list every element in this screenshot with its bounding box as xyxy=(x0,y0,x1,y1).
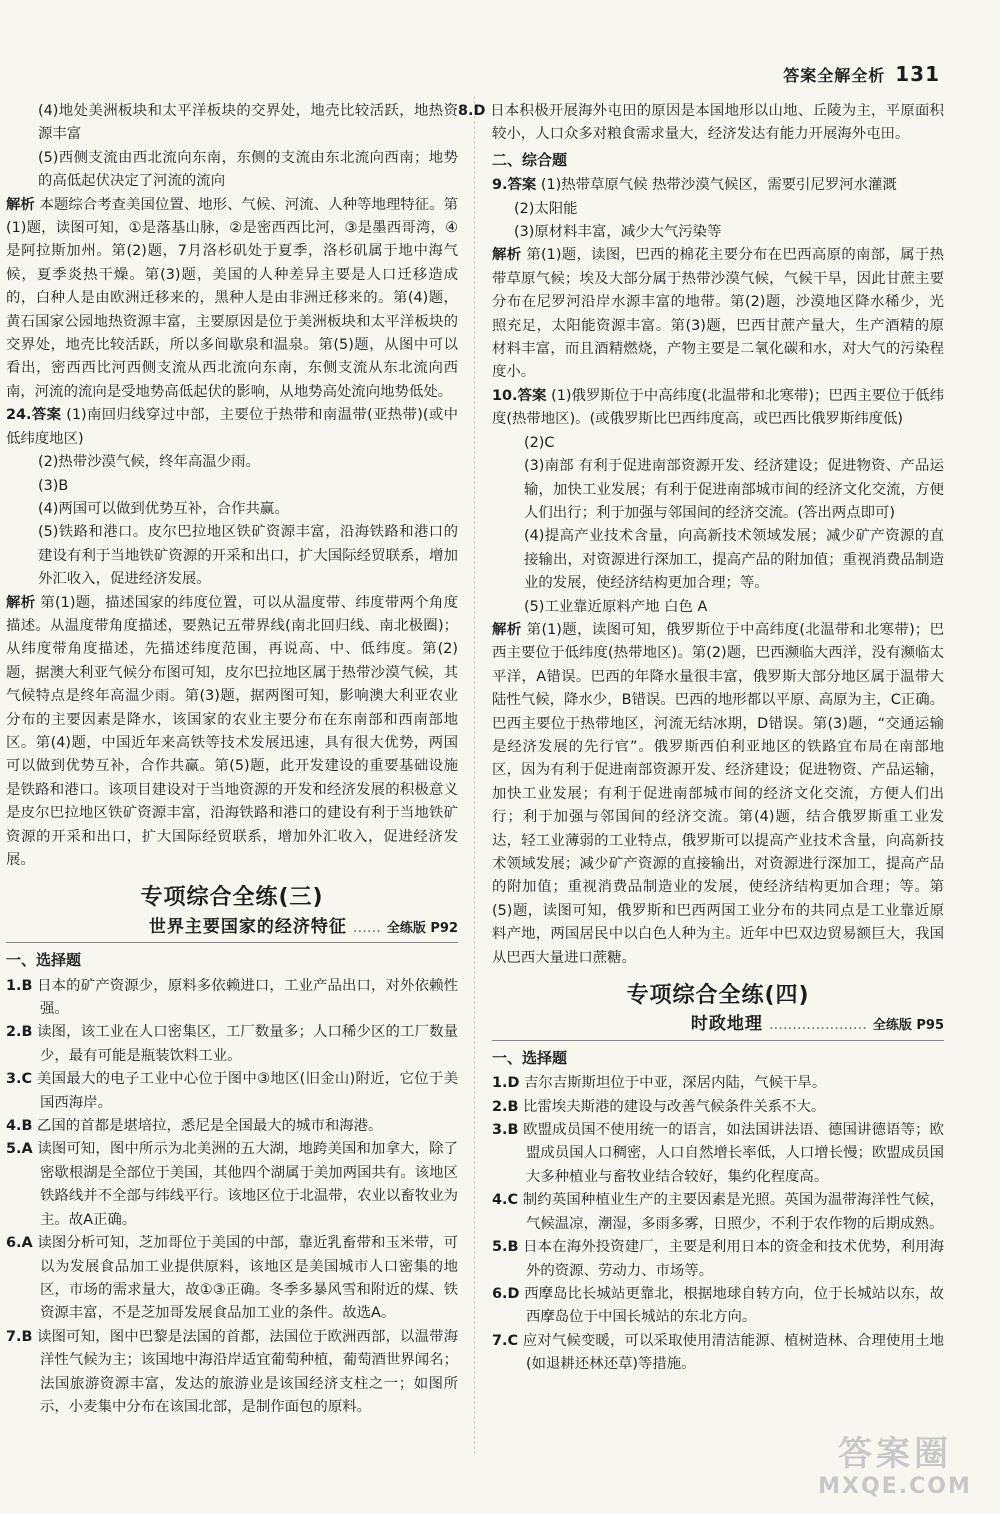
section-heading-choice: 一、选择题 xyxy=(492,1048,568,1067)
answer-paragraph xyxy=(492,174,944,197)
answer-label: 7.B xyxy=(6,1328,33,1345)
answer-paragraph xyxy=(6,147,458,194)
answer-text: (1)俄罗斯位于中高纬度(北温带和北寒带)；巴西主要位于低纬度(热带地区)。(或俄罗斯比巴西纬度高，或巴西比俄罗斯纬度低) xyxy=(492,387,944,428)
watermark-logo xyxy=(810,1434,980,1506)
question-item xyxy=(6,1021,458,1068)
answer-text: (5)铁路和港口。皮尔巴拉地区铁矿资源丰富，沿海铁路和港口的建设有利于当地铁矿资源的开采和出口，扩大国际经贸联系，增加外汇收入，促进经济发展。 xyxy=(38,524,458,588)
answer-text: 比雷埃夫斯港的建设与改善气候条件关系不大。 xyxy=(518,1098,826,1115)
answer-label: 5.B xyxy=(492,1239,519,1256)
answer-text: (2)太阳能 xyxy=(514,200,578,217)
answer-label: 4.C xyxy=(492,1192,519,1209)
subtitle-dots: ………………… xyxy=(768,1017,867,1034)
answer-text: 美国最大的电子工业中心位于图中③地区(旧金山)附近，它位于美国西海岸。 xyxy=(32,1071,458,1111)
answer-label: 2.B xyxy=(6,1024,33,1041)
answer-paragraph xyxy=(6,521,458,591)
answer-label: 3.B xyxy=(492,1122,519,1139)
answer-label: 8.D xyxy=(458,103,486,119)
answer-paragraph xyxy=(6,451,458,474)
answer-text: 读图分析可知，芝加哥位于美国的中部，靠近乳畜带和玉米带，可以为发展食品加工业提供原料，该地区是美国城市人口密集的地区，市场的需求量大，故①③正确。冬季多暴风雪和附近的煤、铁资源丰富，不是芝加哥发展食品加工业的条件。故选A。 xyxy=(32,1235,458,1322)
answer-text: (2)热带沙漠气候，终年高温少雨。 xyxy=(38,454,260,471)
answer-label: 10.答案 xyxy=(492,387,547,404)
question-item xyxy=(6,1232,458,1326)
question-item xyxy=(6,1115,458,1138)
question-item xyxy=(492,1283,944,1330)
answer-text: 应对气候变暖，可以采取使用清洁能源、植树造林、合理使用土地(如退耕还林还草)等措施。 xyxy=(518,1332,944,1373)
question-item xyxy=(492,1072,944,1095)
answer-label: 7.C xyxy=(492,1332,519,1349)
question-item xyxy=(492,1236,944,1283)
answer-label: 6.D xyxy=(492,1285,520,1302)
answer-text: 制约英国种植业生产的主要因素是光照。英国为温带海洋性气候，气候温凉，潮湿，多雨多雾，日照少，不利于农作物的后期成熟。 xyxy=(518,1192,944,1232)
answer-label: 解析 xyxy=(6,196,35,213)
answer-text: 读图，该工业在人口密集区，工厂数量多；人口稀少区的工厂数量少，最有可能是瓶装饮料工业。 xyxy=(32,1024,458,1064)
answer-text: 第(1)题，读图，巴西的棉花主要分布在巴西高原的南部，属于热带草原气候；埃及大部分属于热带沙漠气候，气候干旱，因此甘蔗主要分布在尼罗河沿岸水源丰富的地带。第(2)题，沙漠地区降水稀少，光照充足，太阳能资源丰富。第(3)题，巴西甘蔗产量大，生产酒精的原材料丰富，而且酒精燃烧，产物主要是二氧化碳和水，对大气的污染程度小。 xyxy=(492,247,944,381)
answer-text: (1)热带草原气候 热带沙漠气候区，需要引尼罗河水灌溉 xyxy=(536,177,897,194)
answer-label: 2.B xyxy=(492,1098,519,1115)
answer-label: 4.B xyxy=(6,1118,33,1135)
answer-paragraph xyxy=(6,592,458,873)
right-questions xyxy=(492,1072,944,1376)
answer-label: 解析 xyxy=(492,247,522,264)
answer-text: (3)原材料丰富，减少大气污染等 xyxy=(514,224,722,241)
answer-paragraph xyxy=(492,432,944,455)
section-subtitle-3 xyxy=(6,916,458,943)
watermark-url: MXQE.COM xyxy=(818,1474,972,1499)
answer-text: 西摩岛比长城站更靠北，根据地球自转方向，位于长城站以东，故西摩岛位于中国长城站的东北方向。 xyxy=(519,1285,944,1326)
answer-text: (3)南部 有利于促进南部资源开发、经济建设；促进物资、产品运输，加快工业发展；有利于促进南部城市间的经济文化交流，方便人们出行；利于加强与邻国间的经济交流。(答出两点即可) xyxy=(524,458,944,521)
question-item xyxy=(492,1096,944,1119)
answer-text: 读图可知，图中所示为北美洲的五大湖，地跨美国和加拿大，除了密歇根湖是全部位于美国，其他四个湖属于美加两国共有。该地区铁路线并不全部与纬线平行。该地区位于北温带，农业以畜牧业为主。故A正确。 xyxy=(32,1141,458,1228)
answer-text: 本题综合考查美国位置、地形、气候、河流、人种等地理特征。第(1)题，读图可知，①是落基山脉，②是密西西比河，③是墨西哥湾，④是阿拉斯加州。第(2)题，7月洛杉矶处于夏季，洛杉矶属于地中海气候，夏季炎热干燥。第(3)题，美国的人种差异主要是人口迁移造成的，白种人是由欧洲迁移来的，黑种人是由非洲迁移来的。第(4)题，黄石国家公园地热资源丰富，主要原因是位于美洲板块和太平洋板块的交界处，地壳比较活跃，所以多间歇泉和温泉。第(5)题，从图中可以看出，密西西比河西侧支流从西北流向东南，东侧支流从东北流向西南，河流的流向是受地势高低起伏的影响，从地势高处流向地势低处。 xyxy=(6,196,458,400)
answer-paragraph xyxy=(6,404,458,451)
answer-label: 解析 xyxy=(492,621,522,638)
answer-paragraph xyxy=(6,100,458,147)
question-item xyxy=(492,1119,944,1189)
answer-label: 9.答案 xyxy=(492,177,537,194)
answer-text: 第(1)题，读图可知，俄罗斯位于中高纬度(北温带和北寒带)；巴西主要位于低纬度(热带地区)。第(2)题，巴西濒临大西洋，没有濒临太平洋，A错误。巴西的年降水量很丰富，俄罗斯大部分地区属于温带大陆性气候，降水少，B错误。巴西的地形都以平原、高原为主，C正确。巴西主要位于热带地区，河流无结冰期，D错误。第(3)题，“交通运输是经济发展的先行官”。俄罗斯西伯利亚地区的铁路宜布局在南部地区，因为有利于促进南部资源开发、经济建设；促进物资、产品运输，加快工业发展；有利于促进南部城市间的经济文化交流，方便人们出行；利于加强与邻国间的经济交流。第(4)题，结合俄罗斯重工业发达，轻工业薄弱的工业特点，俄罗斯可以提高产业技术含量，向高新技术领域发展；减少矿产资源的直接输出，对资源进行深加工，提高产品的附加值；重视消费品制造业的发展，使经济结构更加合理；等。第(5)题，读图可知，俄罗斯和巴西两国工业分布的共同点是工业靠近原料产地，两国居民中以白色人种为主。近年中巴双边贸易额巨大，我国从巴西大量进口蔗糖。 xyxy=(492,621,944,966)
column-divider xyxy=(474,96,475,1454)
answer-text: (3)B xyxy=(38,477,69,494)
answer-text: 吉尔吉斯斯坦位于中亚，深居内陆，气候干旱。 xyxy=(519,1075,827,1092)
answer-label: 5.A xyxy=(6,1141,33,1158)
left-questions xyxy=(6,975,458,1420)
subtitle-dots: …… xyxy=(352,919,381,936)
page-number: 131 xyxy=(895,62,940,86)
question-item xyxy=(6,1138,458,1232)
section-title-4: 专项综合全练(四) xyxy=(626,983,810,1009)
answer-paragraph xyxy=(492,221,944,244)
answer-paragraph xyxy=(492,385,944,432)
left-top-answers xyxy=(6,100,458,872)
answer-text: 乙国的首都是堪培拉，悉尼是全国最大的城市和海港。 xyxy=(32,1118,383,1135)
right-comprehensive-answers xyxy=(492,174,944,970)
answer-paragraph xyxy=(6,475,458,498)
answer-text: 日本在海外投资建厂，主要是利用日本的资金和技术优势，利用海外的资源、劳动力、市场等。 xyxy=(518,1239,944,1279)
question-item xyxy=(6,1326,458,1420)
answer-label: 1.B xyxy=(6,977,33,994)
answer-paragraph xyxy=(492,596,944,619)
answer-paragraph xyxy=(6,498,458,521)
answer-paragraph xyxy=(6,194,458,405)
header-title: 答案全解全析 xyxy=(783,66,886,85)
question-item xyxy=(6,1068,458,1115)
answer-paragraph xyxy=(492,198,944,221)
answer-text: (4)地处美洲板块和太平洋板块的交界处，地壳比较活跃，地热资源丰富 xyxy=(38,103,458,143)
answer-text: (4)提高产业技术含量，向高新技术领域发展；减少矿产资源的直接输出，对资源进行深加工，提高产品的附加值；重视消费品制造业的发展，使经济结构更加合理；等。 xyxy=(524,528,944,592)
answer-label: 3.C xyxy=(6,1071,33,1088)
answer-label: 1.D xyxy=(492,1075,520,1092)
subtitle-page-ref: 全练版 P92 xyxy=(386,920,458,936)
section-heading-comprehensive: 二、综合题 xyxy=(492,150,568,169)
question-8 xyxy=(458,100,944,147)
answer-text: (5)西侧支流由西北流向东南，东侧的支流由东北流向西南；地势的高低起伏决定了河流的流向 xyxy=(38,149,458,190)
answer-label: 24.答案 xyxy=(6,407,62,424)
left-column xyxy=(6,100,458,1419)
answer-paragraph xyxy=(492,619,944,970)
watermark-text: 答案圈 xyxy=(838,1434,952,1474)
answer-text: 日本积极开展海外屯田的原因是本国地形以山地、丘陵为主，平原面积较小，人口众多对粮食需求量大，经济发达有能力开展海外屯田。 xyxy=(485,103,944,143)
answer-text: (2)C xyxy=(524,434,555,451)
answer-text: 第(1)题，描述国家的纬度位置，可以从温度带、纬度带两个角度描述。从温度带角度描述，要熟记五带界线(南北回归线、南北极圈)；从纬度带角度描述，先描述纬度范围，再说高、中、低纬度。第(2)题，据澳大利亚气候分布图可知，皮尔巴拉地区属于热带沙漠气候，其气候特点是终年高温少雨。第(3)题，据两图可知，影响澳大利亚农业分布的主要因素是降水，该国家的农业主要分布在东南部和西南部地区。第(4)题，中国近年来高铁等技术发展迅速，具有很大优势，两国可以做到优势互补，合作共赢。第(5)题，此开发建设的重要基础设施是铁路和港口。该项目建设对于当地资源的开发和经济发展的积极意义是皮尔巴拉地区铁矿资源丰富，沿海铁路和港口的建设有利于当地铁矿资源的开采和出口，扩大国际经贸联系，增加外汇收入，促进经济发展。 xyxy=(6,594,458,868)
answer-text: (4)两国可以做到优势互补，合作共赢。 xyxy=(38,500,289,517)
subtitle-page-ref: 全练版 P95 xyxy=(872,1018,944,1034)
answer-paragraph xyxy=(492,455,944,525)
answer-text: (5)工业靠近原料产地 白色 A xyxy=(524,598,708,615)
section-title-3: 专项综合全练(三) xyxy=(140,885,324,911)
right-column xyxy=(458,100,944,1377)
answer-text: 欧盟成员国不使用统一的语言，如法国讲法语、德国讲德语等；欧盟成员国人口稠密，人口自然增长率低，人口增长慢；欧盟成员国大多种植业与畜牧业结合较好，集约化程度高。 xyxy=(518,1122,944,1185)
question-item xyxy=(6,975,458,1022)
answer-text: 读图可知，图中巴黎是法国的首都，法国位于欧洲西部，以温带海洋性气候为主；该国地中海沿岸适宜葡萄种植，葡萄酒世界闻名；法国旅游资源丰富，发达的旅游业是该国经济支柱之一；如图所示，小麦集中分布在该国北部，是制作面包的原料。 xyxy=(32,1328,458,1415)
answer-text: (1)南回归线穿过中部，主要位于热带和南温带(亚热带)(或中低纬度地区) xyxy=(6,407,458,447)
answer-label: 解析 xyxy=(6,594,36,611)
subtitle-text: 时政地理 xyxy=(690,1014,763,1035)
question-item xyxy=(492,1330,944,1377)
page-header xyxy=(783,62,940,86)
answer-label: 6.A xyxy=(6,1235,33,1252)
section-heading-choice: 一、选择题 xyxy=(6,951,82,970)
answer-paragraph xyxy=(492,525,944,595)
question-item xyxy=(492,1189,944,1236)
subtitle-text: 世界主要国家的经济特征 xyxy=(148,916,347,937)
section-subtitle-4 xyxy=(492,1013,944,1040)
answer-paragraph xyxy=(492,244,944,384)
answer-text: 日本的矿产资源少，原料多依赖进口，工业产品出口，对外依赖性强。 xyxy=(32,977,458,1018)
